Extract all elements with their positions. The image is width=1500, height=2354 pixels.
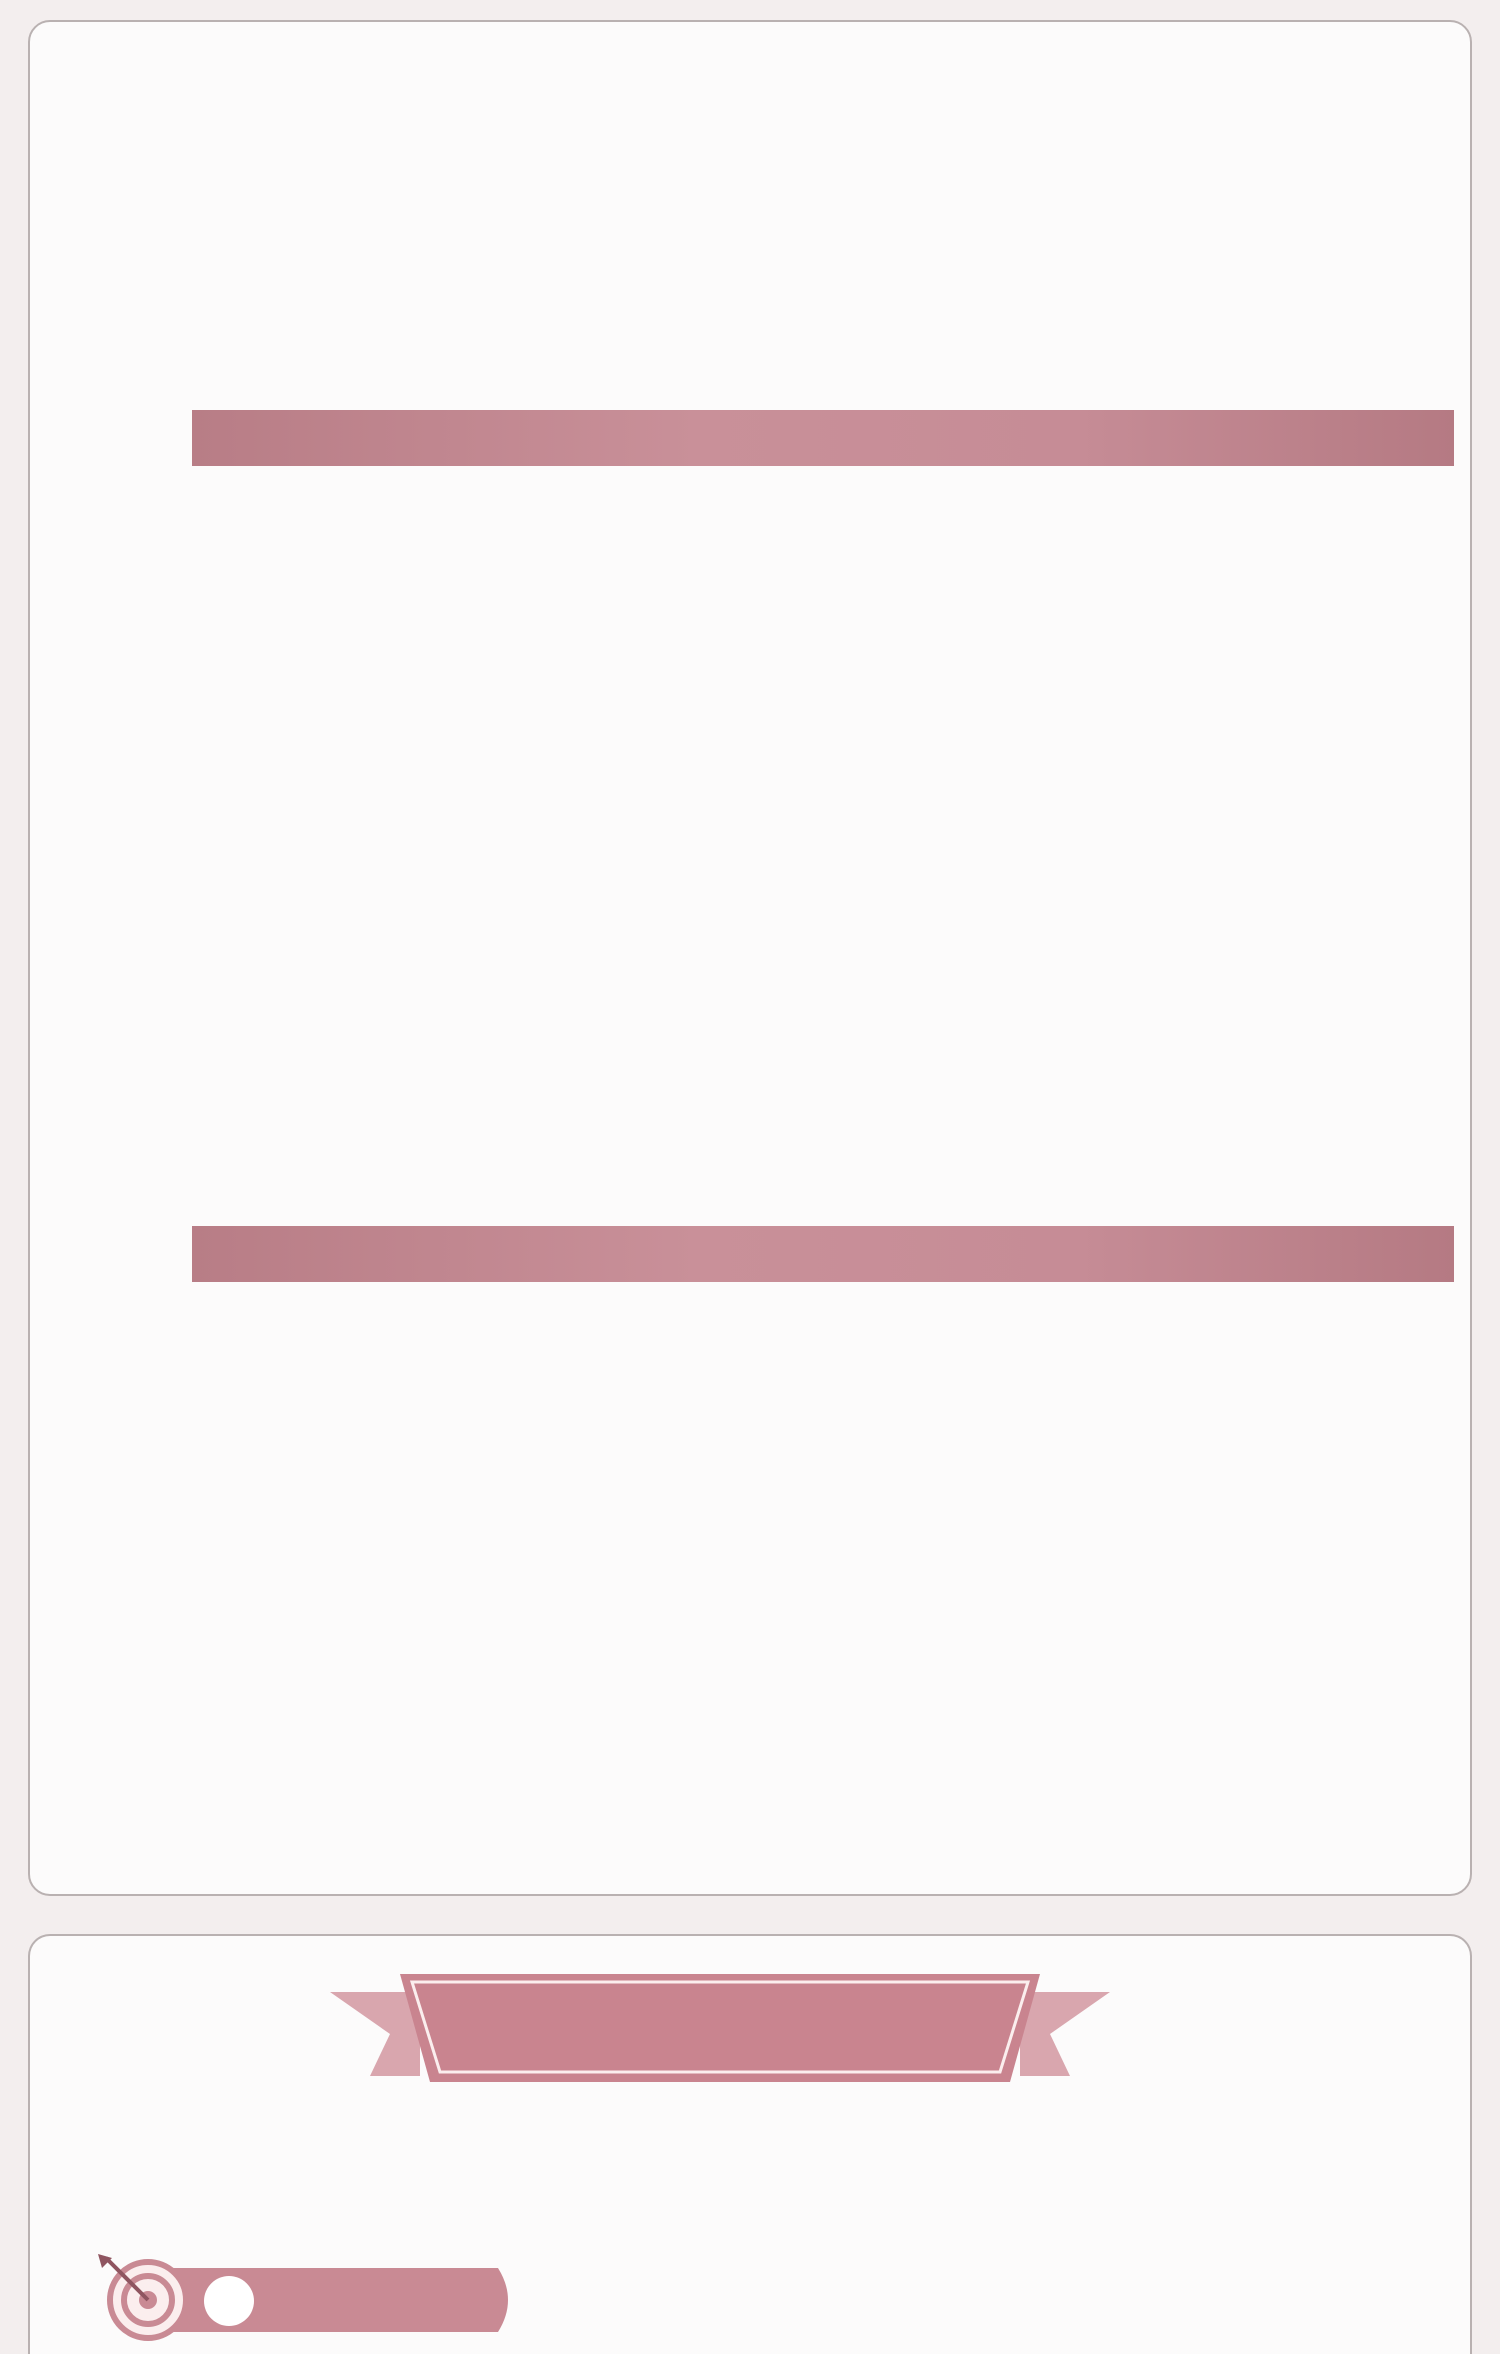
lesson-subtitle xyxy=(30,2130,1470,2186)
goal-heading xyxy=(200,2276,258,2336)
toc-page xyxy=(28,20,1472,1896)
unit7-banner xyxy=(192,410,1454,466)
target-badge-graphic xyxy=(88,2254,518,2346)
goal-heading-connector xyxy=(204,2276,254,2326)
unit8-banner xyxy=(192,1226,1454,1282)
chapter-preview-page xyxy=(28,1934,1472,2354)
ribbon-banner-graphic xyxy=(330,1964,1110,2094)
